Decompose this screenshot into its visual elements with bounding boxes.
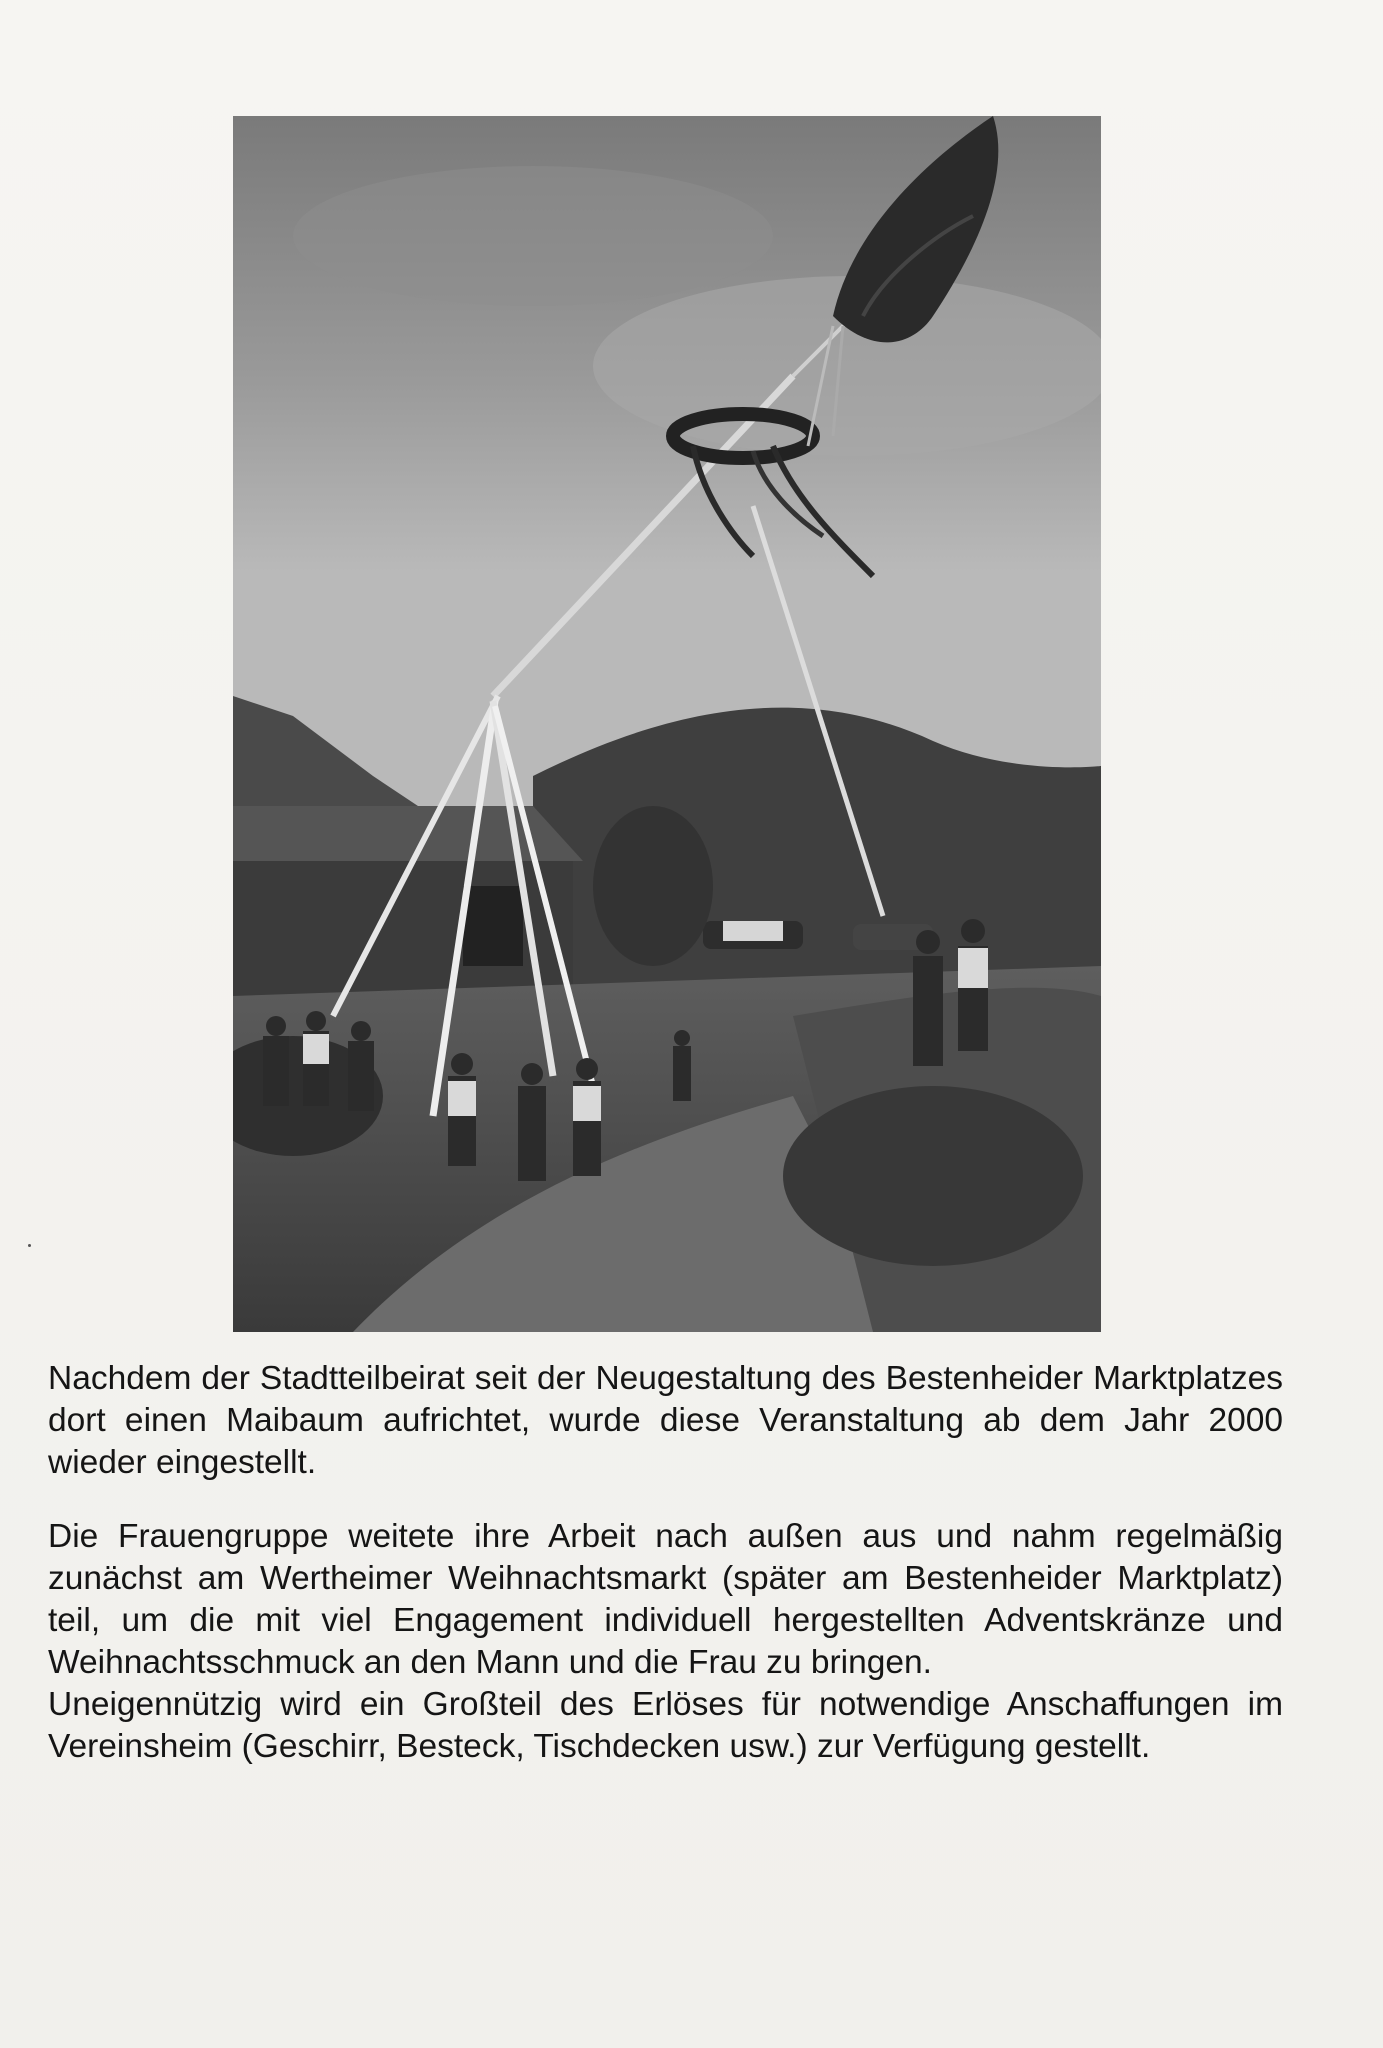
tree [593, 806, 713, 966]
trailer [723, 921, 783, 941]
paragraph-1: Nachdem der Stadtteilbeirat seit der Neugestaltung des Bestenheider Marktplatzes dort einen Maibaum aufrichtet, wurde diese Veranstaltung ab dem Jahr 2000 wieder eingestellt. [48, 1360, 1283, 1481]
cloud [293, 166, 773, 306]
bush [783, 1086, 1083, 1266]
building-door [463, 886, 523, 966]
photo-illustration [233, 116, 1101, 1332]
paragraph-3: Uneigennützig wird ein Großteil des Erlöses für notwendige Anschaffungen im Vereinsheim (Geschirr, Besteck, Tischdecken usw.) zur Verfügung gestellt. [48, 1686, 1283, 1765]
paragraph-2: Die Frauengruppe weitete ihre Arbeit nach außen aus und nahm regelmäßig zunächst am Wertheimer Weihnachtsmarkt (später am Bestenheider Marktplatz) teil, um die mit viel Engagement individuell hergestellten Adventskränze und Weihnachtsschmuck an den Mann und die Frau zu bringen. [48, 1518, 1283, 1681]
speck [28, 1244, 31, 1247]
caption-text [48, 1358, 1283, 1768]
maypole-photo [233, 116, 1101, 1332]
